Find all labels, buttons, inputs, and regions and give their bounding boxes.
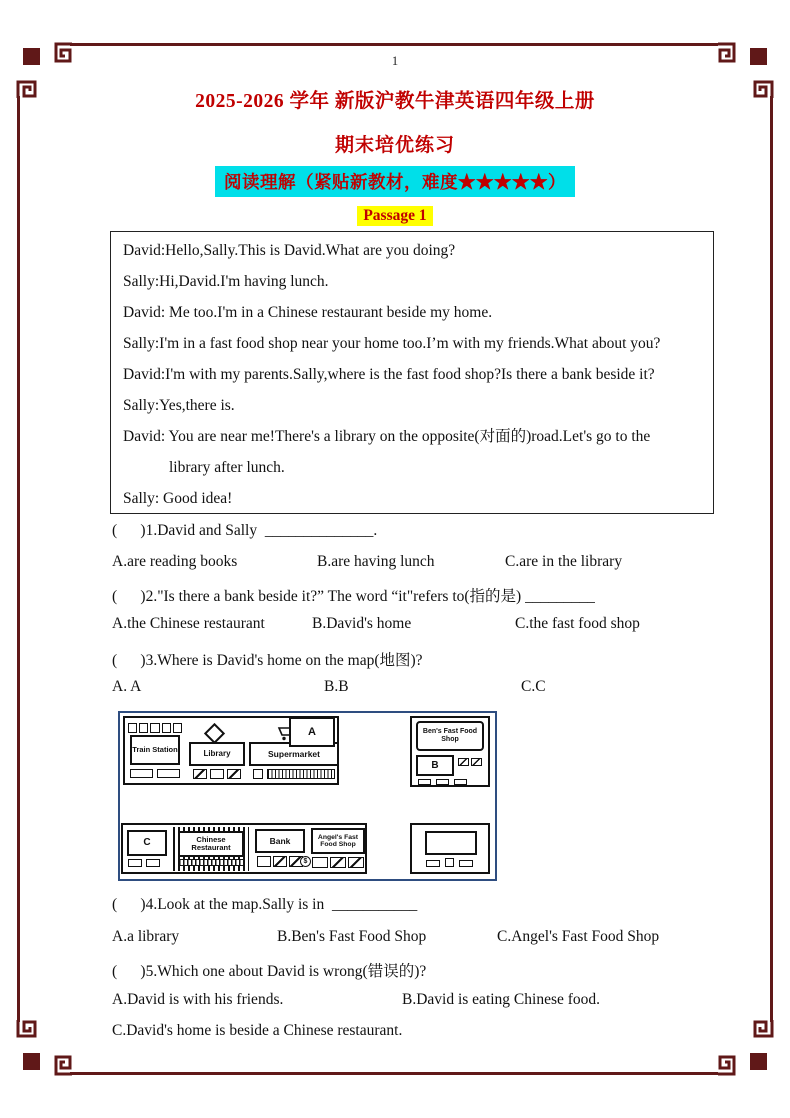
- unlabeled-building: [425, 831, 477, 869]
- map-block-bottom-left: [121, 823, 367, 874]
- question-3-options: [112, 678, 752, 700]
- option-a: A.are reading books: [112, 553, 238, 570]
- option-b: B.are having lunch: [317, 553, 435, 570]
- angels-fast-food-sign: Angel's Fast Food Shop: [311, 828, 365, 854]
- dialogue-line: Sally:Hi,David.I'm having lunch.: [123, 273, 329, 290]
- map-block-bottom-right: [410, 823, 490, 874]
- worksheet-title: 2025-2026 学年 新版沪教牛津英语四年级上册: [195, 91, 595, 112]
- library-logo-icon: [204, 723, 225, 744]
- building-a: A: [289, 717, 335, 747]
- library-sign: Library: [189, 742, 245, 766]
- option-a: A.a library: [112, 928, 180, 945]
- library-windows: [193, 769, 241, 779]
- frame-top-line: [70, 43, 718, 46]
- question-5-stem: ( )5.Which one about David is wrong(错误的)?: [112, 963, 427, 980]
- train-station-windows: [128, 723, 182, 733]
- street-map: [118, 711, 497, 881]
- supermarket-sign: Supermarket: [249, 742, 339, 766]
- bank-building: [255, 829, 308, 870]
- dialogue-line: library after lunch.: [169, 459, 285, 476]
- frame-right-line: [770, 96, 773, 1022]
- bank-sign: Bank: [255, 829, 305, 853]
- question-3-stem: ( )3.Where is David's home on the map(地图)?: [112, 652, 423, 669]
- angels-windows: [312, 857, 364, 868]
- chinese-restaurant-sign: Chinese Restaurant: [178, 831, 244, 857]
- page-number: 1: [391, 54, 399, 68]
- bens-fast-food-sign: Ben's Fast Food Shop: [416, 721, 484, 751]
- map-block-top-left: [123, 716, 339, 785]
- question-2-options: [112, 615, 752, 637]
- map-block-top-right: [410, 716, 490, 787]
- dialogue-line: David: You are near me!There's a library on the opposite(对面的)road.Let's go to the: [123, 428, 651, 445]
- option-b: B.David's home: [312, 615, 412, 632]
- building-b: B: [416, 755, 454, 776]
- building-b-windows: [458, 758, 482, 766]
- building-b-doors: [418, 779, 467, 785]
- question-1-stem: ( )1.David and Sally ______________.: [112, 522, 378, 539]
- passage-label-wrap: [0, 206, 790, 226]
- passage-label: Passage 1: [357, 206, 432, 226]
- train-station-building: [127, 722, 183, 782]
- supermarket-front: [253, 769, 335, 779]
- bank-windows: [257, 856, 303, 867]
- unlabeled-sign: [425, 831, 477, 855]
- frame-bottom-line: [70, 1072, 718, 1075]
- dialogue-line: Sally:I'm in a fast food shop near your home too.I’m with my friends.What about you?: [123, 335, 661, 352]
- dialogue-line: David:I'm with my parents.Sally,where is the fast food shop?Is there a bank beside it?: [123, 366, 655, 383]
- building-c: C: [127, 830, 167, 856]
- section-banner: 阅读理解（紧贴新教材，难度★★★★★）: [215, 166, 575, 197]
- question-5-option-c: C.David's home is beside a Chinese restaurant.: [112, 1022, 403, 1039]
- question-4-options: [112, 928, 752, 950]
- option-b: B.David is eating Chinese food.: [402, 991, 601, 1008]
- dollar-icon: $: [300, 856, 311, 867]
- option-b: B.B: [324, 678, 349, 695]
- unlabeled-front: [426, 858, 473, 867]
- chinese-restaurant-awning: [178, 859, 244, 866]
- angels-fast-food-building: [311, 828, 365, 871]
- dialogue-line: Sally: Good idea!: [123, 490, 233, 507]
- question-2-stem: ( )2."Is there a bank beside it?” The word “it"refers to(指的是) _________: [112, 588, 595, 605]
- option-a: A.the Chinese restaurant: [112, 615, 265, 632]
- supermarket-grill: [267, 769, 335, 779]
- worksheet-subtitle: 期末培优练习: [334, 135, 455, 156]
- supermarket-door: [253, 769, 263, 779]
- question-1-options: [112, 553, 752, 575]
- option-a: A.David is with his friends.: [112, 991, 284, 1008]
- dialogue-line: David: Me too.I'm in a Chinese restaurant beside my home.: [123, 304, 493, 321]
- dialogue-box: [110, 231, 714, 514]
- question-4-stem: ( )4.Look at the map.Sally is in ___________: [112, 896, 418, 913]
- dialogue-line: David:Hello,Sally.This is David.What are you doing?: [123, 242, 456, 259]
- train-station-doors: [130, 769, 180, 778]
- option-c: C.C: [521, 678, 546, 695]
- building-c-windows: [128, 859, 160, 867]
- option-a: A. A: [112, 678, 142, 695]
- section-banner-wrap: [0, 166, 790, 197]
- building-c-building: [127, 830, 167, 870]
- option-c: C.Angel's Fast Food Shop: [497, 928, 660, 945]
- frame-left-line: [17, 96, 20, 1022]
- dialogue-line: Sally:Yes,there is.: [123, 397, 235, 414]
- question-5-options: [112, 991, 752, 1013]
- train-station-sign: Train Station: [130, 735, 180, 765]
- corner-ornament-icon: [12, 1020, 72, 1080]
- option-c: C.the fast food shop: [515, 615, 640, 632]
- chinese-restaurant-building: [173, 827, 249, 871]
- option-b: B.Ben's Fast Food Shop: [277, 928, 427, 945]
- library-building: [189, 726, 245, 782]
- option-c: C.are in the library: [505, 553, 623, 570]
